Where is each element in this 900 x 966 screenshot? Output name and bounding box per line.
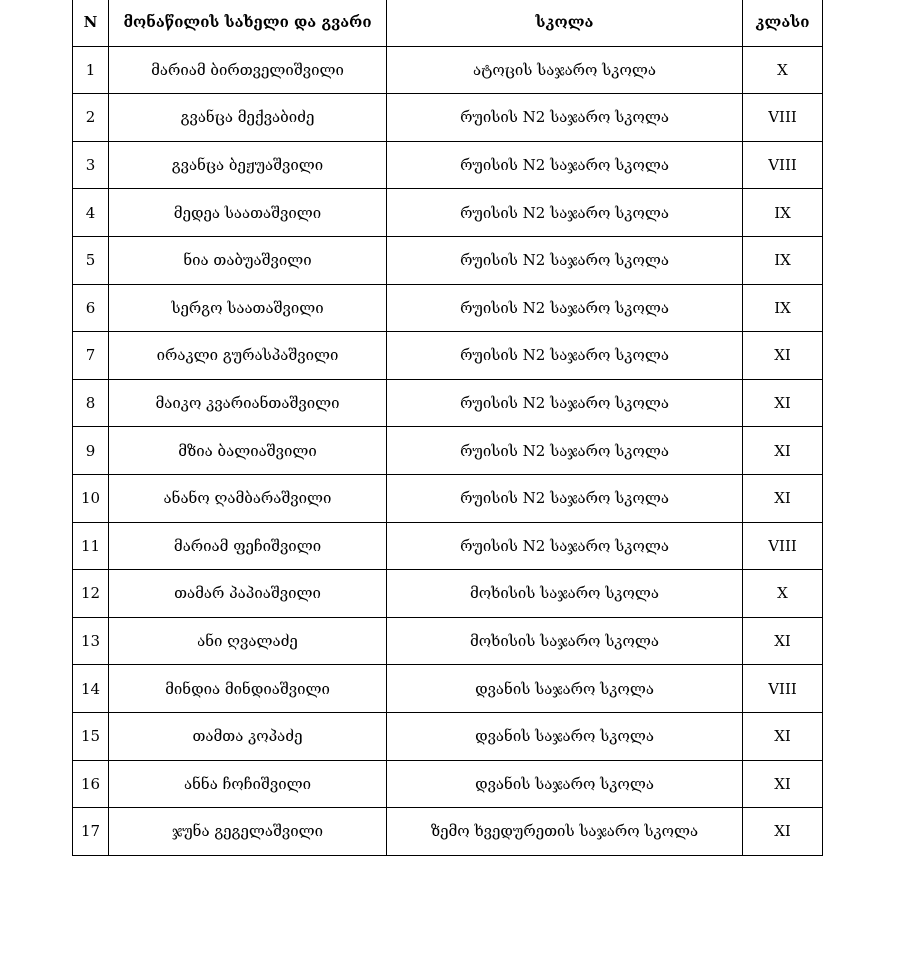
table-row [73,46,823,94]
cell-participant-name: ანი ღვალაძე [109,617,387,665]
cell-number: 8 [73,379,109,427]
cell-participant-name: თამთა კოპაძე [109,712,387,760]
cell-number: 7 [73,332,109,380]
table-row [73,712,823,760]
cell-grade: XI [743,712,823,760]
header-school: სკოლა [387,0,743,46]
cell-number: 16 [73,760,109,808]
cell-school: დვანის საჯარო სკოლა [387,760,743,808]
header-number: N [73,0,109,46]
cell-participant-name: ანანო ღამბარაშვილი [109,474,387,522]
cell-number: 2 [73,94,109,142]
cell-participant-name: მინდია მინდიაშვილი [109,665,387,713]
cell-grade: XI [743,617,823,665]
cell-school: რუისის N2 საჯარო სკოლა [387,284,743,332]
table-row [73,522,823,570]
cell-number: 6 [73,284,109,332]
cell-participant-name: სერგო საათაშვილი [109,284,387,332]
cell-school: რუისის N2 საჯარო სკოლა [387,474,743,522]
cell-school: დვანის საჯარო სკოლა [387,712,743,760]
cell-participant-name: გვანცა მექვაბიძე [109,94,387,142]
cell-number: 14 [73,665,109,713]
table-row [73,474,823,522]
cell-grade: XI [743,760,823,808]
table-row [73,665,823,713]
cell-participant-name: მარიამ ბირთველიშვილი [109,46,387,94]
cell-number: 3 [73,141,109,189]
cell-grade: VIII [743,665,823,713]
table-row [73,570,823,618]
cell-grade: IX [743,284,823,332]
cell-number: 12 [73,570,109,618]
participants-sheet [72,0,822,856]
cell-school: რუისის N2 საჯარო სკოლა [387,522,743,570]
table-row [73,189,823,237]
cell-school: ატოცის საჯარო სკოლა [387,46,743,94]
cell-grade: XI [743,427,823,475]
cell-grade: X [743,46,823,94]
cell-school: რუისის N2 საჯარო სკოლა [387,141,743,189]
cell-participant-name: ნია თაბუაშვილი [109,236,387,284]
table-row [73,94,823,142]
table-header-row [73,0,823,46]
cell-participant-name: მაიკო კვარიანთაშვილი [109,379,387,427]
cell-school: რუისის N2 საჯარო სკოლა [387,94,743,142]
table-row [73,284,823,332]
table-row [73,379,823,427]
cell-grade: VIII [743,94,823,142]
cell-number: 4 [73,189,109,237]
cell-number: 15 [73,712,109,760]
table-row [73,332,823,380]
cell-participant-name: ანნა ჩოჩიშვილი [109,760,387,808]
cell-grade: XI [743,332,823,380]
cell-grade: XI [743,379,823,427]
cell-number: 1 [73,46,109,94]
cell-participant-name: ირაკლი გურასპაშვილი [109,332,387,380]
cell-grade: XI [743,808,823,856]
cell-school: რუისის N2 საჯარო სკოლა [387,236,743,284]
table-row [73,808,823,856]
cell-school: ზემო ხვედურეთის საჯარო სკოლა [387,808,743,856]
cell-school: რუისის N2 საჯარო სკოლა [387,427,743,475]
cell-school: რუისის N2 საჯარო სკოლა [387,189,743,237]
cell-participant-name: მედეა საათაშვილი [109,189,387,237]
cell-participant-name: მარიამ ფეჩიშვილი [109,522,387,570]
cell-number: 10 [73,474,109,522]
header-participant-name: მონაწილის სახელი და გვარი [109,0,387,46]
table-row [73,617,823,665]
cell-number: 9 [73,427,109,475]
cell-grade: VIII [743,522,823,570]
cell-number: 5 [73,236,109,284]
cell-school: რუისის N2 საჯარო სკოლა [387,379,743,427]
cell-participant-name: მზია ბალიაშვილი [109,427,387,475]
header-grade: კლასი [743,0,823,46]
cell-grade: IX [743,236,823,284]
table-row [73,236,823,284]
cell-school: მოხისის საჯარო სკოლა [387,617,743,665]
table-row [73,427,823,475]
cell-grade: XI [743,474,823,522]
cell-grade: X [743,570,823,618]
cell-school: მოხისის საჯარო სკოლა [387,570,743,618]
cell-grade: IX [743,189,823,237]
cell-participant-name: თამარ პაპიაშვილი [109,570,387,618]
cell-number: 17 [73,808,109,856]
cell-number: 13 [73,617,109,665]
cell-participant-name: ჯუნა გეგელაშვილი [109,808,387,856]
table-row [73,141,823,189]
cell-participant-name: გვანცა ბეჟუაშვილი [109,141,387,189]
table-row [73,760,823,808]
cell-grade: VIII [743,141,823,189]
participants-table [72,0,823,856]
cell-school: დვანის საჯარო სკოლა [387,665,743,713]
cell-school: რუისის N2 საჯარო სკოლა [387,332,743,380]
cell-number: 11 [73,522,109,570]
